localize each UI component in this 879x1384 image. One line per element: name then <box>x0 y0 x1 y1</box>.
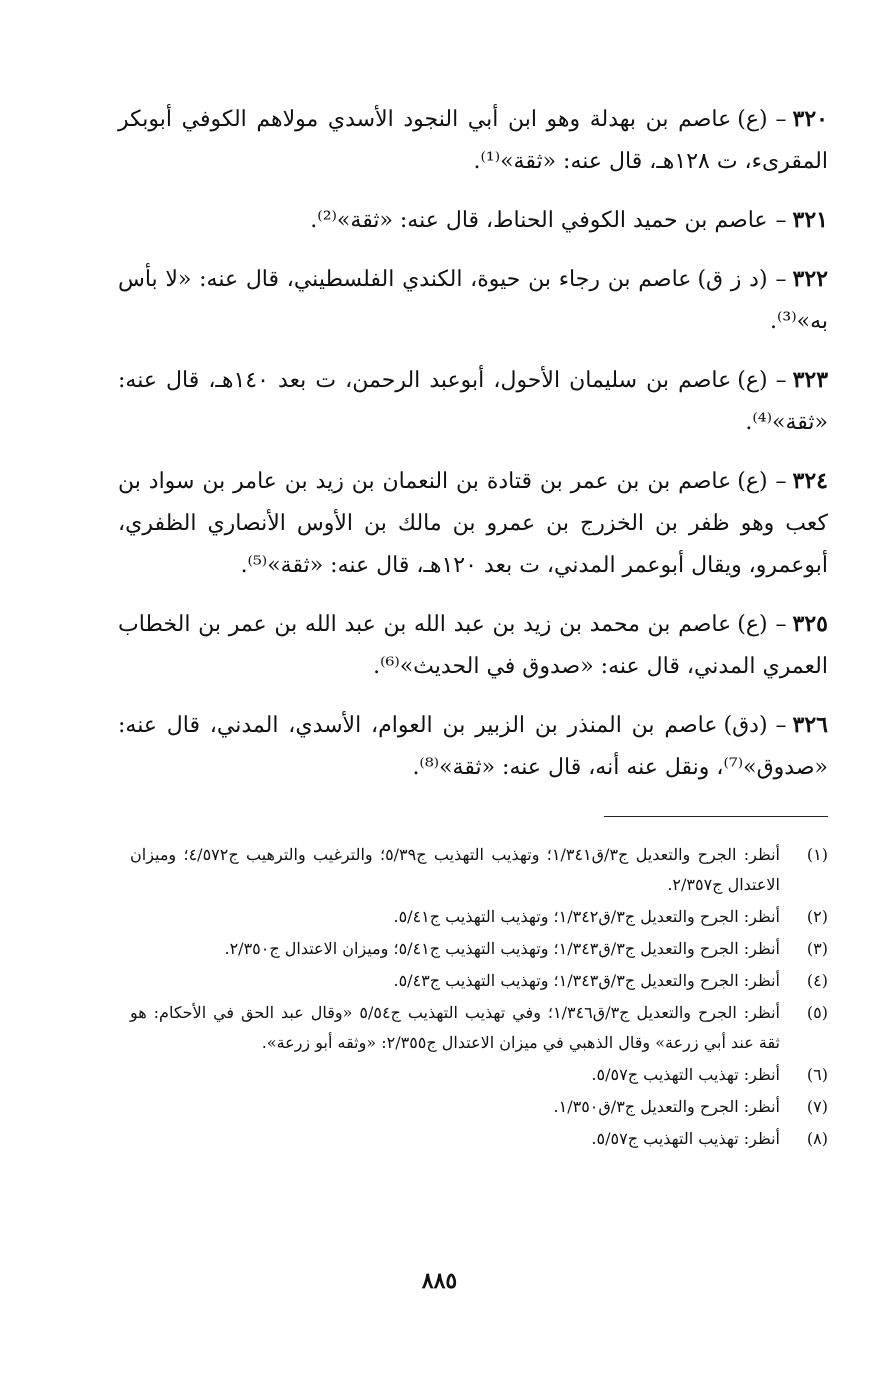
entry-326 <box>118 704 828 789</box>
entry-text: عاصم بن بن عمر بن قتادة بن النعمان بن زيد بن عامر بن سواد بن كعب وهو ظفر بن الخزرج بن عمرو بن مالك بن الأوس الأنصاري الظفري، أبوعمرو، ويقال أبوعمر المدني، ت بعد ١٢٠هـ، قال عنه: «ثقة»⁽⁵⁾. <box>118 469 828 578</box>
entry-dash: – <box>775 107 787 132</box>
entry-sigla: (ع) <box>737 368 768 393</box>
footnote-3 <box>130 934 828 964</box>
entry-320 <box>118 98 828 183</box>
entry-number: ٣٢٣ <box>792 367 829 393</box>
entry-number: ٣٢٢ <box>792 266 828 292</box>
footnote-number: (٦) <box>806 1065 828 1084</box>
footnote-divider <box>604 816 828 817</box>
entry-number: ٣٢٥ <box>792 611 828 637</box>
footnote-text: أنظر: الجرح والتعديل ج٣/ق١/٣٤٣؛ وتهذيب التهذيب ج٥/٤١؛ وميزان الاعتدال ج٢/٣٥٠. <box>224 939 780 958</box>
footnote-text: أنظر: الجرح والتعديل ج٣/ق١/٣٤١؛ وتهذيب التهذيب ج٥/٣٩؛ والترغيب والترهيب ج٤/٥٧٢؛ وميزان الاعتدال ج٢/٣٥٧. <box>130 845 780 894</box>
entry-322 <box>118 258 828 343</box>
footnote-number: (٢) <box>806 907 828 926</box>
page-number: ٨٨٥ <box>421 1268 458 1294</box>
entry-sigla: (د ز ق) <box>697 267 768 292</box>
entry-sigla: (دق) <box>723 713 768 738</box>
entry-321 <box>118 199 828 242</box>
entry-number: ٣٢١ <box>792 207 828 233</box>
footnote-number: (٣) <box>806 939 828 958</box>
entry-text: عاصم بن رجاء بن حيوة، الكندي الفلسطيني، قال عنه: «لا بأس به»⁽³⁾. <box>118 267 828 334</box>
entry-325 <box>118 603 828 688</box>
footnotes <box>130 840 828 1156</box>
footnote-text: أنظر: تهذيب التهذيب ج٥/٥٧. <box>591 1065 780 1084</box>
footnote-text: أنظر: تهذيب التهذيب ج٥/٥٧. <box>591 1129 780 1148</box>
entry-text: عاصم بن حميد الكوفي الحناط، قال عنه: «ثقة»⁽²⁾. <box>310 208 768 233</box>
footnote-text: أنظر: الجرح والتعديل ج٣/ق١/٣٥٠. <box>553 1097 780 1116</box>
entry-dash: – <box>775 469 787 494</box>
entry-dash: – <box>775 368 787 393</box>
footnote-5 <box>130 998 828 1058</box>
entry-sigla: (ع) <box>737 107 768 132</box>
footnote-7 <box>130 1092 828 1122</box>
footnote-text: أنظر: الجرح والتعديل ج٣/ق١/٣٤٣؛ وتهذيب التهذيب ج٥/٤٣. <box>393 971 780 990</box>
entry-dash: – <box>775 208 787 233</box>
entry-324 <box>118 460 828 587</box>
footnote-2 <box>130 902 828 932</box>
footnote-text: أنظر: الجرح والتعديل ج٣/ق١/٣٤٦؛ وفي تهذيب التهذيب ج٥/٥٤ «وقال عبد الحق في الأحكام: هو ثقة عند أبي زرعة» وقال الذهبي في ميزان الاعتدال ج٢/٣٥٥: «وثقه أبو زرعة». <box>130 1003 780 1052</box>
entry-sigla: (ع) <box>737 469 768 494</box>
footnote-8 <box>130 1124 828 1154</box>
footnote-4 <box>130 966 828 996</box>
entry-text: عاصم بن محمد بن زيد بن عبد الله بن عبد الله بن عمر بن الخطاب العمري المدني، قال عنه: «صدوق في الحديث»⁽⁶⁾. <box>118 612 828 679</box>
entry-sigla: (ع) <box>737 612 768 637</box>
entry-323 <box>118 359 828 444</box>
footnote-text: أنظر: الجرح والتعديل ج٣/ق١/٣٤٢؛ وتهذيب التهذيب ج٥/٤١. <box>393 907 780 926</box>
entry-number: ٣٢٤ <box>792 468 828 494</box>
entry-number: ٣٢٦ <box>792 712 828 738</box>
entry-number: ٣٢٠ <box>792 106 828 132</box>
footnote-6 <box>130 1060 828 1090</box>
entry-text: عاصم بن بهدلة وهو ابن أبي النجود الأسدي مولاهم الكوفي أبوبكر المقرىء، ت ١٢٨هـ، قال عنه: «ثقة»⁽¹⁾. <box>118 107 828 174</box>
footnote-1 <box>130 840 828 900</box>
footnote-number: (١) <box>806 845 828 864</box>
entry-text: عاصم بن سليمان الأحول، أبوعبد الرحمن، ت بعد ١٤٠هـ، قال عنه: «ثقة»⁽⁴⁾. <box>118 368 828 435</box>
footnote-number: (٤) <box>806 971 828 990</box>
entry-dash: – <box>775 612 787 637</box>
biography-entries <box>118 98 828 805</box>
entry-dash: – <box>775 267 787 292</box>
entry-dash: – <box>775 713 787 738</box>
footnote-number: (٧) <box>806 1097 828 1116</box>
footnote-number: (٨) <box>806 1129 828 1148</box>
footnote-number: (٥) <box>806 1003 828 1022</box>
entry-text: عاصم بن المنذر بن الزبير بن العوام، الأسدي، المدني، قال عنه: «صدوق»⁽⁷⁾، ونقل عنه أنه، قال عنه: «ثقة»⁽⁸⁾. <box>118 713 828 780</box>
